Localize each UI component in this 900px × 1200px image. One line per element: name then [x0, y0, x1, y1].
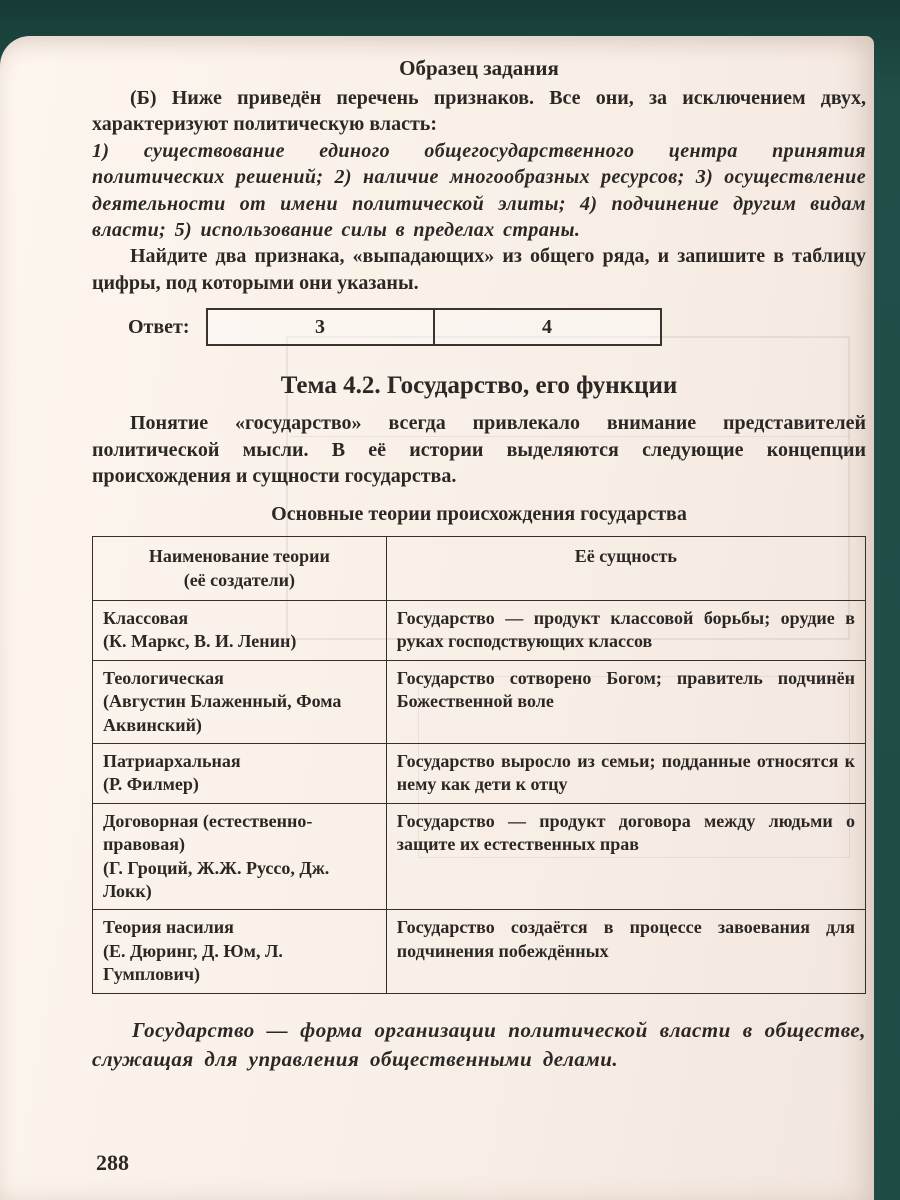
page-content: [0, 36, 874, 1074]
theory-essence-cell: Государство — продукт классовой борьбы; орудие в руках господствующих классов: [386, 601, 865, 661]
theory-name: Теологическая: [103, 667, 224, 688]
section-intro-paragraph: Понятие «государство» всегда привлекало внимание представителей политической мысли. В её истории выделяются следующие концепции происхождения и сущности государства.: [92, 412, 866, 487]
theory-creators: (Августин Блаженный, Фома Аквинский): [103, 691, 342, 735]
theory-essence-cell: Государство сотворено Богом; правитель подчинён Божественной воле: [386, 660, 865, 743]
table-row: [93, 744, 866, 804]
answer-cell-2: 4: [433, 310, 660, 344]
header-name-line2: (её создатели): [183, 569, 296, 590]
theories-table-title: Основные теории происхождения государства: [271, 503, 687, 526]
table-header-row: [93, 537, 866, 601]
table-row: [93, 601, 866, 661]
theory-creators: (Е. Дюринг, Д. Юм, Л. Гумплович): [103, 940, 283, 985]
answer-box: [206, 308, 662, 346]
answer-cell-1: 3: [315, 315, 326, 338]
state-definition-paragraph: Государство — форма организации политической власти в обществе, служащая для управления общественными делами.: [92, 1017, 866, 1071]
page-number: 288: [96, 1150, 129, 1175]
theory-name: Классовая: [103, 608, 189, 629]
theory-name-cell: [93, 744, 387, 804]
header-name-line1: Наименование теории: [148, 546, 330, 567]
sample-task-title: Образец задания: [399, 56, 559, 80]
theories-table: [92, 536, 866, 993]
task-intro-paragraph: (Б) Ниже приведён перечень признаков. Все они, за исключением двух, характеризуют политическую власть:: [92, 87, 866, 136]
theory-name-cell: [93, 601, 387, 661]
theory-name: Договорная (естественно-правовая): [103, 810, 313, 855]
answer-row: [128, 308, 866, 346]
table-row: [93, 660, 866, 743]
theory-name-cell: [93, 660, 387, 743]
answer-label: Ответ:: [128, 315, 190, 338]
theory-essence-cell: Государство создаётся в процессе завоевания для подчинения побеждённых: [386, 910, 865, 993]
table-row: [93, 803, 866, 910]
header-cell-name: [93, 537, 387, 601]
task-items-paragraph: 1) существование единого общегосударственного центра принятия политических решений; 2) наличие многообразных ресурсов; 3) осуществление деятельности от имени политической элиты; 4) подчинение другим видам власти; 5) использование силы в пределах страны.: [92, 139, 866, 241]
theory-essence-cell: Государство выросло из семьи; подданные относятся к нему как дети к отцу: [386, 744, 865, 804]
theory-name: Теория насилия: [103, 917, 234, 938]
scanned-page: [0, 36, 874, 1200]
theory-name: Патриархальная: [103, 751, 241, 772]
header-cell-essence: Её сущность: [386, 537, 865, 601]
task-instruction-paragraph: Найдите два признака, «выпадающих» из общего ряда, и запишите в таблицу цифры, под которыми они указаны.: [92, 245, 866, 294]
table-row: [93, 910, 866, 993]
theory-creators: (Г. Гроций, Ж.Ж. Руссо, Дж. Локк): [103, 857, 330, 901]
theory-creators: (К. Маркс, В. И. Ленин): [103, 631, 297, 652]
theory-creators: (Р. Филмер): [103, 774, 199, 795]
theory-name-cell: [93, 910, 387, 993]
theory-essence-cell: Государство — продукт договора между людьми о защите их естественных прав: [386, 803, 865, 910]
section-title: Тема 4.2. Государство, его функции: [280, 372, 678, 400]
theory-name-cell: [93, 803, 387, 910]
